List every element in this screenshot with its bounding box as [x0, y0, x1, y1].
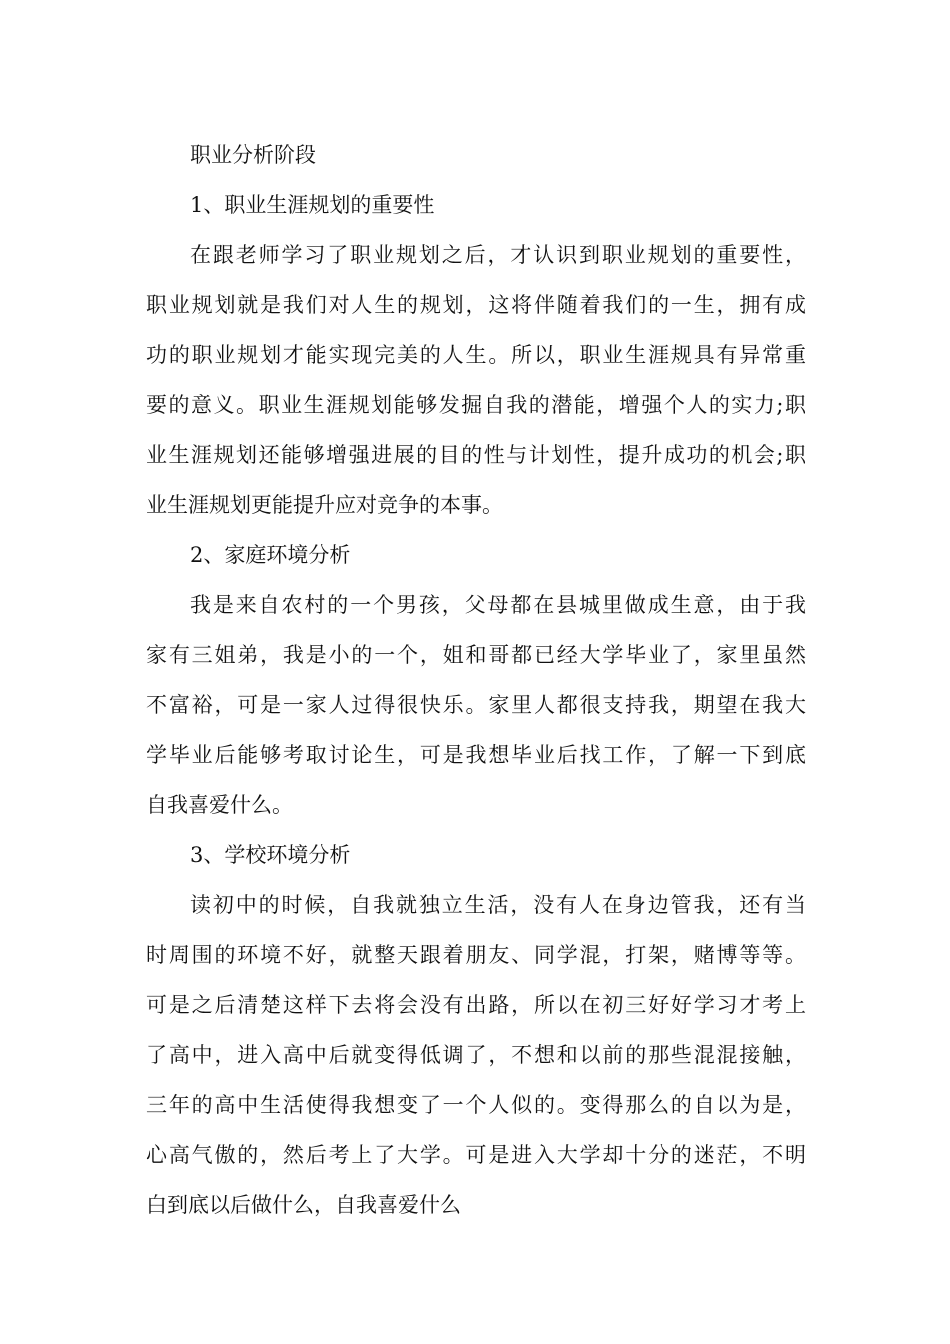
paragraph-line: 不富裕，可是一家人过得很快乐。家里人都很支持我，期望在我大	[146, 693, 806, 717]
paragraph-line: 我是来自农村的一个男孩，父母都在县城里做成生意，由于我	[190, 593, 806, 617]
paragraph-school	[146, 880, 806, 1230]
paragraph-line: 自我喜爱什么。	[146, 793, 293, 817]
paragraph-line: 家有三姐弟，我是小的一个，姐和哥都已经大学毕业了，家里虽然	[146, 643, 806, 667]
section-heading-family: 2、家庭环境分析	[190, 543, 351, 567]
paragraph-line: 三年的高中生活使得我想变了一个人似的。变得那么的自以为是，	[146, 1093, 806, 1117]
paragraph-line: 职业规划就是我们对人生的规划，这将伴随着我们的一生，拥有成	[146, 293, 806, 317]
paragraph-line: 业生涯规划更能提升应对竞争的本事。	[146, 493, 503, 517]
paragraph-line: 白到底以后做什么，自我喜爱什么	[146, 1193, 461, 1217]
paragraph-family	[146, 580, 806, 830]
paragraph-line: 在跟老师学习了职业规划之后，才认识到职业规划的重要性，	[190, 243, 806, 267]
section-heading-importance: 1、职业生涯规划的重要性	[190, 193, 435, 217]
paragraph-line: 可是之后清楚这样下去将会没有出路，所以在初三好好学习才考上	[146, 993, 806, 1017]
paragraph-line: 心高气傲的，然后考上了大学。可是进入大学却十分的迷茫，不明	[146, 1143, 806, 1167]
paragraph-line: 功的职业规划才能实现完美的人生。所以，职业生涯规具有异常重	[146, 343, 806, 367]
paragraph-line: 学毕业后能够考取讨论生，可是我想毕业后找工作，了解一下到底	[146, 743, 806, 767]
paragraph-line: 业生涯规划还能够增强进展的目的性与计划性，提升成功的机会;职	[146, 443, 806, 467]
paragraph-line: 时周围的环境不好，就整天跟着朋友、同学混，打架，赌博等等。	[146, 943, 806, 967]
paragraph-importance	[146, 230, 806, 530]
paragraph-line: 读初中的时候，自我就独立生活，没有人在身边管我，还有当	[190, 893, 806, 917]
paragraph-line: 了高中，进入高中后就变得低调了，不想和以前的那些混混接触，	[146, 1043, 806, 1067]
paragraph-line: 要的意义。职业生涯规划能够发掘自我的潜能，增强个人的实力;职	[146, 393, 806, 417]
section-heading-school: 3、学校环境分析	[190, 843, 351, 867]
document-body	[146, 130, 806, 1230]
document-title: 职业分析阶段	[190, 143, 316, 167]
